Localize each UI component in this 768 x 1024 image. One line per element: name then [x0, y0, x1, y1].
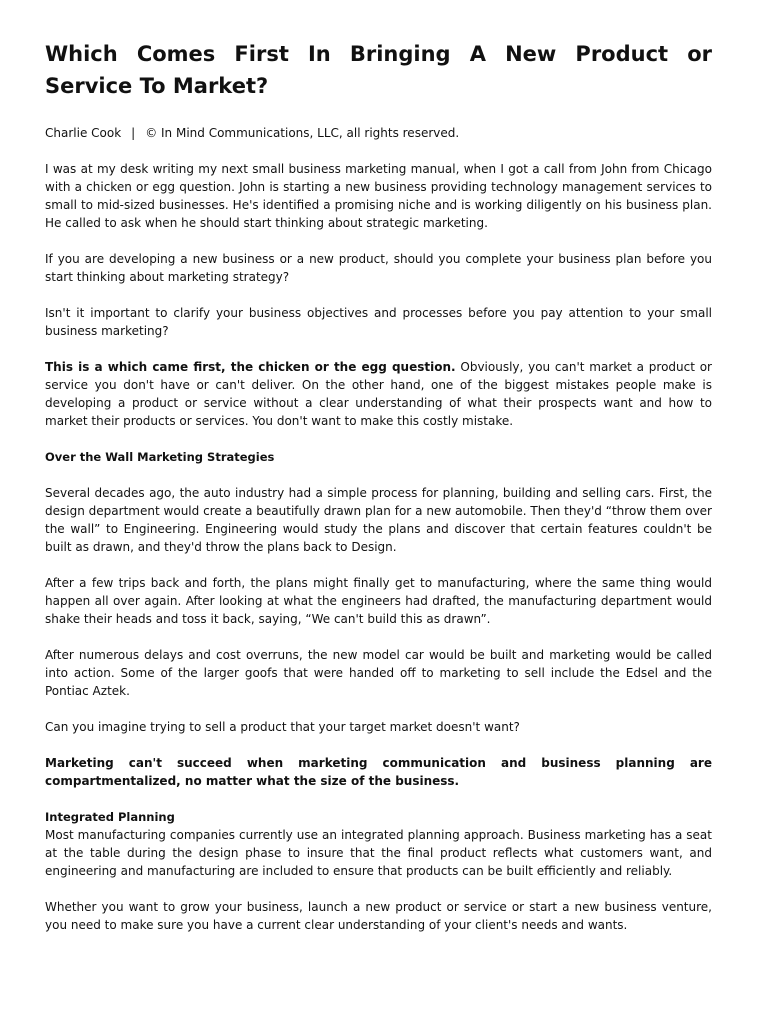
- paragraph-6: After a few trips back and forth, the plans might finally get to manufacturing, where the same thing would happen all over again. After looking at what the engineers had drafted, the manufacturing department would shake their heads and toss it back, saying, “We can't build this as drawn”.: [45, 576, 712, 626]
- paragraph-5: Several decades ago, the auto industry had a simple process for planning, building and selling cars. First, the design department would create a beautifully drawn plan for a new automobile. Then they'd “throw them over the wall” to Engineering. Engineering would study the plans and discover that certain features couldn't be built as drawn, and they'd throw the plans back to Design.: [45, 486, 712, 554]
- section-heading-integrated-planning: Integrated Planning: [45, 810, 175, 824]
- document-title: Which Comes First In Bringing A New Product or Service To Market?: [45, 42, 712, 98]
- paragraph-10: Most manufacturing companies currently use an integrated planning approach. Business marketing has a seat at the table during the design phase to insure that the final product reflects what customers want, and engineering and manufacturing are included to ensure that products can be built efficiently and reliably.: [45, 828, 712, 878]
- paragraph-9-emphasis: Marketing can't succeed when marketing communication and business planning are compartmentalized, no matter what the size of the business.: [45, 756, 712, 788]
- paragraph-8: Can you imagine trying to sell a product that your target market doesn't want?: [45, 720, 520, 734]
- byline: [45, 124, 712, 142]
- paragraph-2: If you are developing a new business or a new product, should you complete your business plan before you start thinking about marketing strategy?: [45, 252, 712, 284]
- paragraph-7: After numerous delays and cost overruns, the new model car would be built and marketing would be called into action. Some of the larger goofs that were handed off to marketing to sell include the Edsel and the Pontiac Aztek.: [45, 648, 712, 698]
- paragraph-4: [45, 358, 712, 430]
- author-name: Charlie Cook: [45, 126, 122, 140]
- paragraph-11: Whether you want to grow your business, launch a new product or service or start a new business venture, you need to make sure you have a current clear understanding of your client's needs and wants.: [45, 900, 712, 932]
- section-heading-over-the-wall: Over the Wall Marketing Strategies: [45, 450, 275, 464]
- paragraph-1: I was at my desk writing my next small business marketing manual, when I got a call from John from Chicago with a chicken or egg question. John is starting a new business providing technology management services to small to mid-sized businesses. He's identified a promising niche and is working diligently on his business plan. He called to ask when he should start thinking about strategic marketing.: [45, 162, 712, 230]
- byline-separator: |: [131, 126, 136, 140]
- copyright-notice: © In Mind Communications, LLC, all rights reserved.: [145, 126, 460, 140]
- paragraph-4-lead: This is a which came first, the chicken or the egg question.: [45, 360, 456, 374]
- paragraph-3: Isn't it important to clarify your business objectives and processes before you pay attention to your small business marketing?: [45, 306, 712, 338]
- paragraph-4-body: Obviously, you can't market a product or service you don't have or can't deliver. On the other hand, one of the biggest mistakes people make is developing a product or service without a clear understanding of what their prospects want and how to market their products or services. You don't want to make this costly mistake.: [45, 360, 712, 428]
